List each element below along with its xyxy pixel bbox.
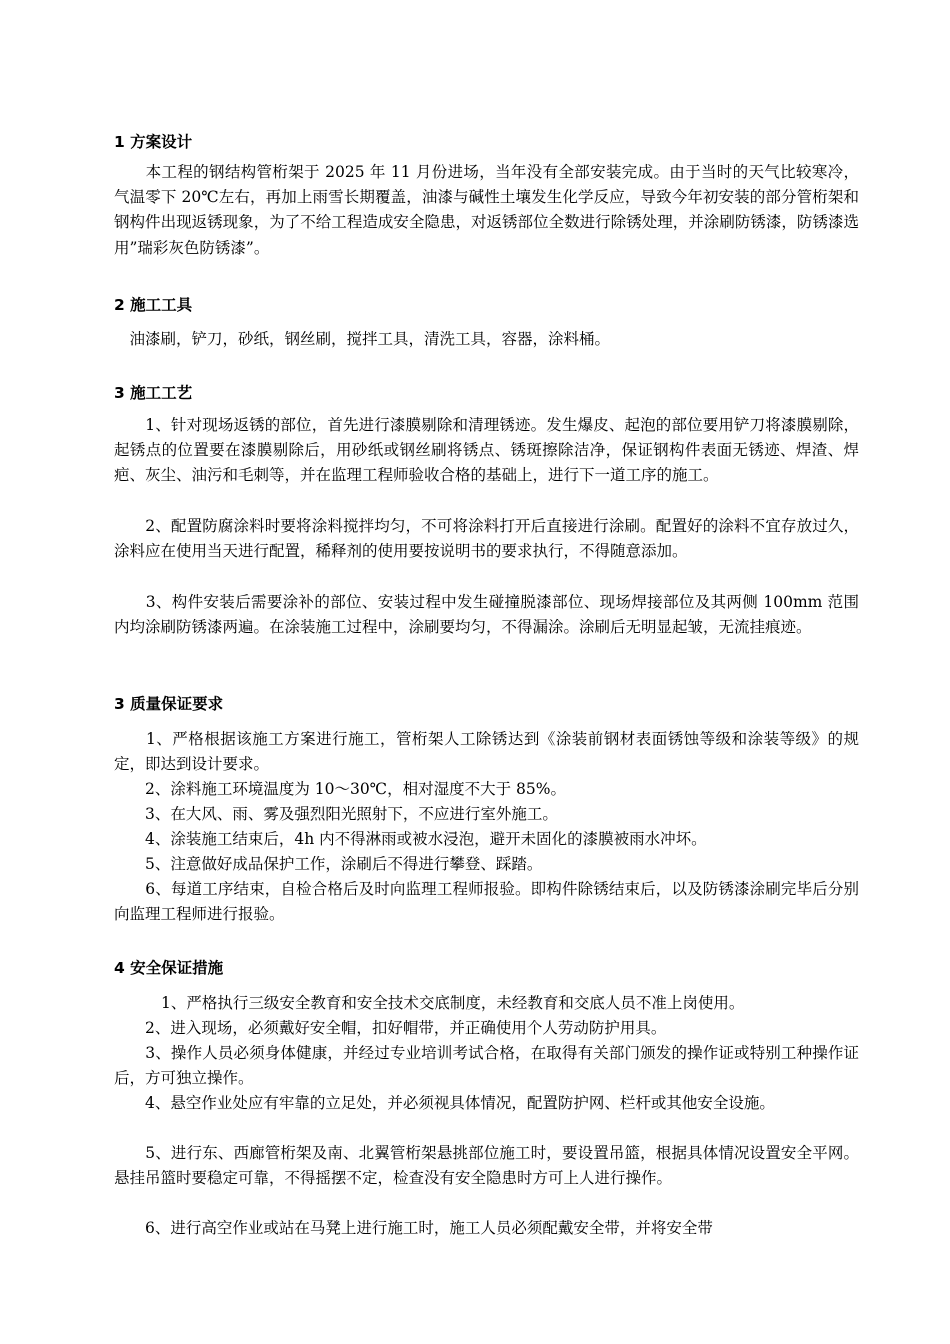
section-heading-process: 3 施工工艺 xyxy=(114,384,193,402)
paragraph: 5、进行东、西廊管桁架及南、北翼管桁架悬挑部位施工时，要设置吊篮，根据具体情况设置安全平网。悬挂吊篮时要稳定可靠，不得摇摆不定，检查没有安全隐患时方可上人进行操作。 xyxy=(114,1144,859,1188)
section-heading-quality: 3 质量保证要求 xyxy=(114,695,224,713)
paragraph: 4、悬空作业处应有牢靠的立足处，并必须视具体情况，配置防护网、栏杆或其他安全设施。 xyxy=(114,1094,775,1112)
paragraph: 油漆刷，铲刀，砂纸，钢丝刷，搅拌工具，清洗工具，容器，涂料桶。 xyxy=(114,330,611,348)
paragraph: 2、进入现场，必须戴好安全帽，扣好帽带，并正确使用个人劳动防护用具。 xyxy=(114,1019,667,1037)
paragraph: 6、进行高空作业或站在马凳上进行施工时，施工人员必须配戴安全带，并将安全带 xyxy=(114,1219,713,1237)
paragraph: 2、配置防腐涂料时要将涂料搅拌均匀，不可将涂料打开后直接进行涂刷。配置好的涂料不宜存放过久，涂料应在使用当天进行配置，稀释剂的使用要按说明书的要求执行，不得随意添加。 xyxy=(114,517,859,561)
section-heading-design: 1 方案设计 xyxy=(114,133,193,151)
section-heading-tools: 2 施工工具 xyxy=(114,296,193,314)
paragraph: 5、注意做好成品保护工作，涂刷后不得进行攀登、踩踏。 xyxy=(114,855,543,873)
paragraph: 1、严格根据该施工方案进行施工，管桁架人工除锈达到《涂装前钢材表面锈蚀等级和涂装等级》的规定，即达到设计要求。 xyxy=(114,730,859,774)
paragraph: 3、在大风、雨、雾及强烈阳光照射下，不应进行室外施工。 xyxy=(114,805,558,823)
paragraph: 本工程的钢结构管桁架于 2025 年 11 月份进场，当年没有全部安装完成。由于当时的天气比较寒冷，气温零下 20℃左右，再加上雨雪长期覆盖，油漆与碱性土壤发生化学反应，导致今年初安装的部分管桁架和钢构件出现返锈现象，为了不给工程造成安全隐患，对返锈部位全数进行除锈处理，并涂刷防锈漆，防锈漆选用”瑞彩灰色防锈漆”。 xyxy=(114,163,859,257)
paragraph: 2、涂料施工环境温度为 10～30℃，相对湿度不大于 85%。 xyxy=(114,780,566,798)
paragraph: 6、每道工序结束，自检合格后及时向监理工程师报验。即构件除锈结束后，以及防锈漆涂刷完毕后分别向监理工程师进行报验。 xyxy=(114,880,859,924)
paragraph: 3、构件安装后需要涂补的部位、安装过程中发生碰撞脱漆部位、现场焊接部位及其两侧 100mm 范围内均涂刷防锈漆两遍。在涂装施工过程中，涂刷要均匀，不得漏涂。涂刷后无明显起皱，无流挂痕迹。 xyxy=(114,593,859,637)
section-heading-safety: 4 安全保证措施 xyxy=(114,959,224,977)
paragraph: 4、涂装施工结束后，4h 内不得淋雨或被水浸泡，避开未固化的漆膜被雨水冲坏。 xyxy=(114,830,707,848)
paragraph: 1、针对现场返锈的部位，首先进行漆膜剔除和清理锈迹。发生爆皮、起泡的部位要用铲刀将漆膜剔除，起锈点的位置要在漆膜剔除后，用砂纸或钢丝刷将锈点、锈斑擦除洁净，保证钢构件表面无锈迹、焊渣、焊疤、灰尘、油污和毛刺等，并在监理工程师验收合格的基础上，进行下一道工序的施工。 xyxy=(114,416,859,485)
paragraph: 1、严格执行三级安全教育和安全技术交底制度，未经教育和交底人员不准上岗使用。 xyxy=(130,994,745,1012)
paragraph: 3、操作人员必须身体健康，并经过专业培训考试合格，在取得有关部门颁发的操作证或特别工种操作证后，方可独立操作。 xyxy=(114,1044,859,1088)
